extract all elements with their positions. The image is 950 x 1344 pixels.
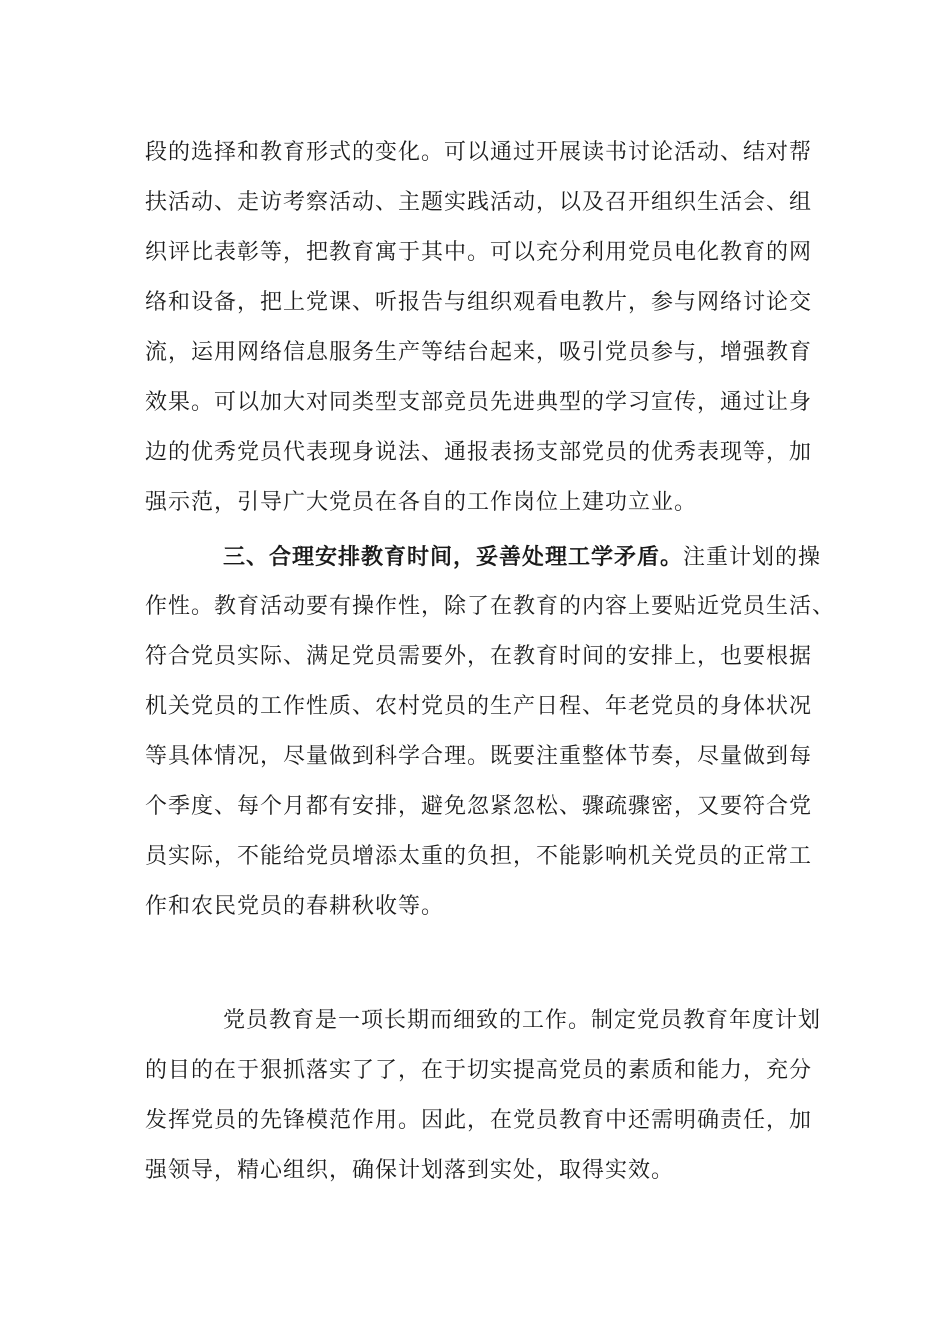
text-line: 作性。教育活动要有操作性，除了在教育的内容上要贴近党员生活、 <box>145 594 836 619</box>
section-heading: 三、合理安排教育时间，妥善处理工学矛盾。 <box>223 544 684 570</box>
text-line: 效果。可以加大对同类型支部竞员先进典型的学习宣传，通过让身 <box>145 390 813 415</box>
text-line: 流，运用网络信息服务生产等结台起来，吸引党员参与，增强教育 <box>145 340 813 365</box>
text-line: 强领导，精心组织，确保计划落到实处，取得实效。 <box>145 1158 675 1183</box>
paragraph-section-three <box>145 532 836 932</box>
paragraph-education-forms <box>145 128 813 528</box>
text-line: 机关党员的工作性质、农村党员的生产日程、年老党员的身体状况 <box>145 694 813 719</box>
text-line: 段的选择和教育形式的变化。可以通过开展读书讨论活动、结对帮 <box>145 140 813 165</box>
paragraph-conclusion <box>145 996 822 1196</box>
text-line: 强示范，引导广大党员在各自的工作岗位上建功立业。 <box>145 490 698 515</box>
text-line: 员实际，不能给党员增添太重的负担，不能影响机关党员的正常工 <box>145 844 813 869</box>
text-line: 个季度、每个月都有安排，避免忽紧忽松、骤疏骤密，又要符合党 <box>145 794 813 819</box>
text-line: 作和农民党员的春耕秋收等。 <box>145 894 445 919</box>
heading-line-rest: 注重计划的操 <box>683 545 822 570</box>
text-line: 发挥党员的先锋模范作用。因此，在党员教育中还需明确责任，加 <box>145 1108 813 1133</box>
text-line: 边的优秀党员代表现身说法、通报表扬支部党员的优秀表现等，加 <box>145 440 813 465</box>
text-line <box>145 996 822 1046</box>
text-line: 扶活动、走访考察活动、主题实践活动，以及召开组织生活会、组 <box>145 190 813 215</box>
text-line: 织评比表彰等，把教育寓于其中。可以充分利用党员电化教育的网 <box>145 240 813 265</box>
text-line: 等具体情况，尽量做到科学合理。既要注重整体节奏，尽量做到每 <box>145 744 813 769</box>
text-line: 符合党员实际、满足党员需要外，在教育时间的安排上，也要根据 <box>145 644 813 669</box>
text-line: 络和设备，把上党课、听报告与组织观看电教片，参与网络讨论交 <box>145 290 813 315</box>
text-line: 的目的在于狠抓落实了了，在于切实提高党员的素质和能力，充分 <box>145 1058 813 1083</box>
conclusion-first-line: 党员教育是一项长期而细致的工作。制定党员教育年度计划 <box>223 1008 822 1033</box>
text-line <box>145 532 822 582</box>
